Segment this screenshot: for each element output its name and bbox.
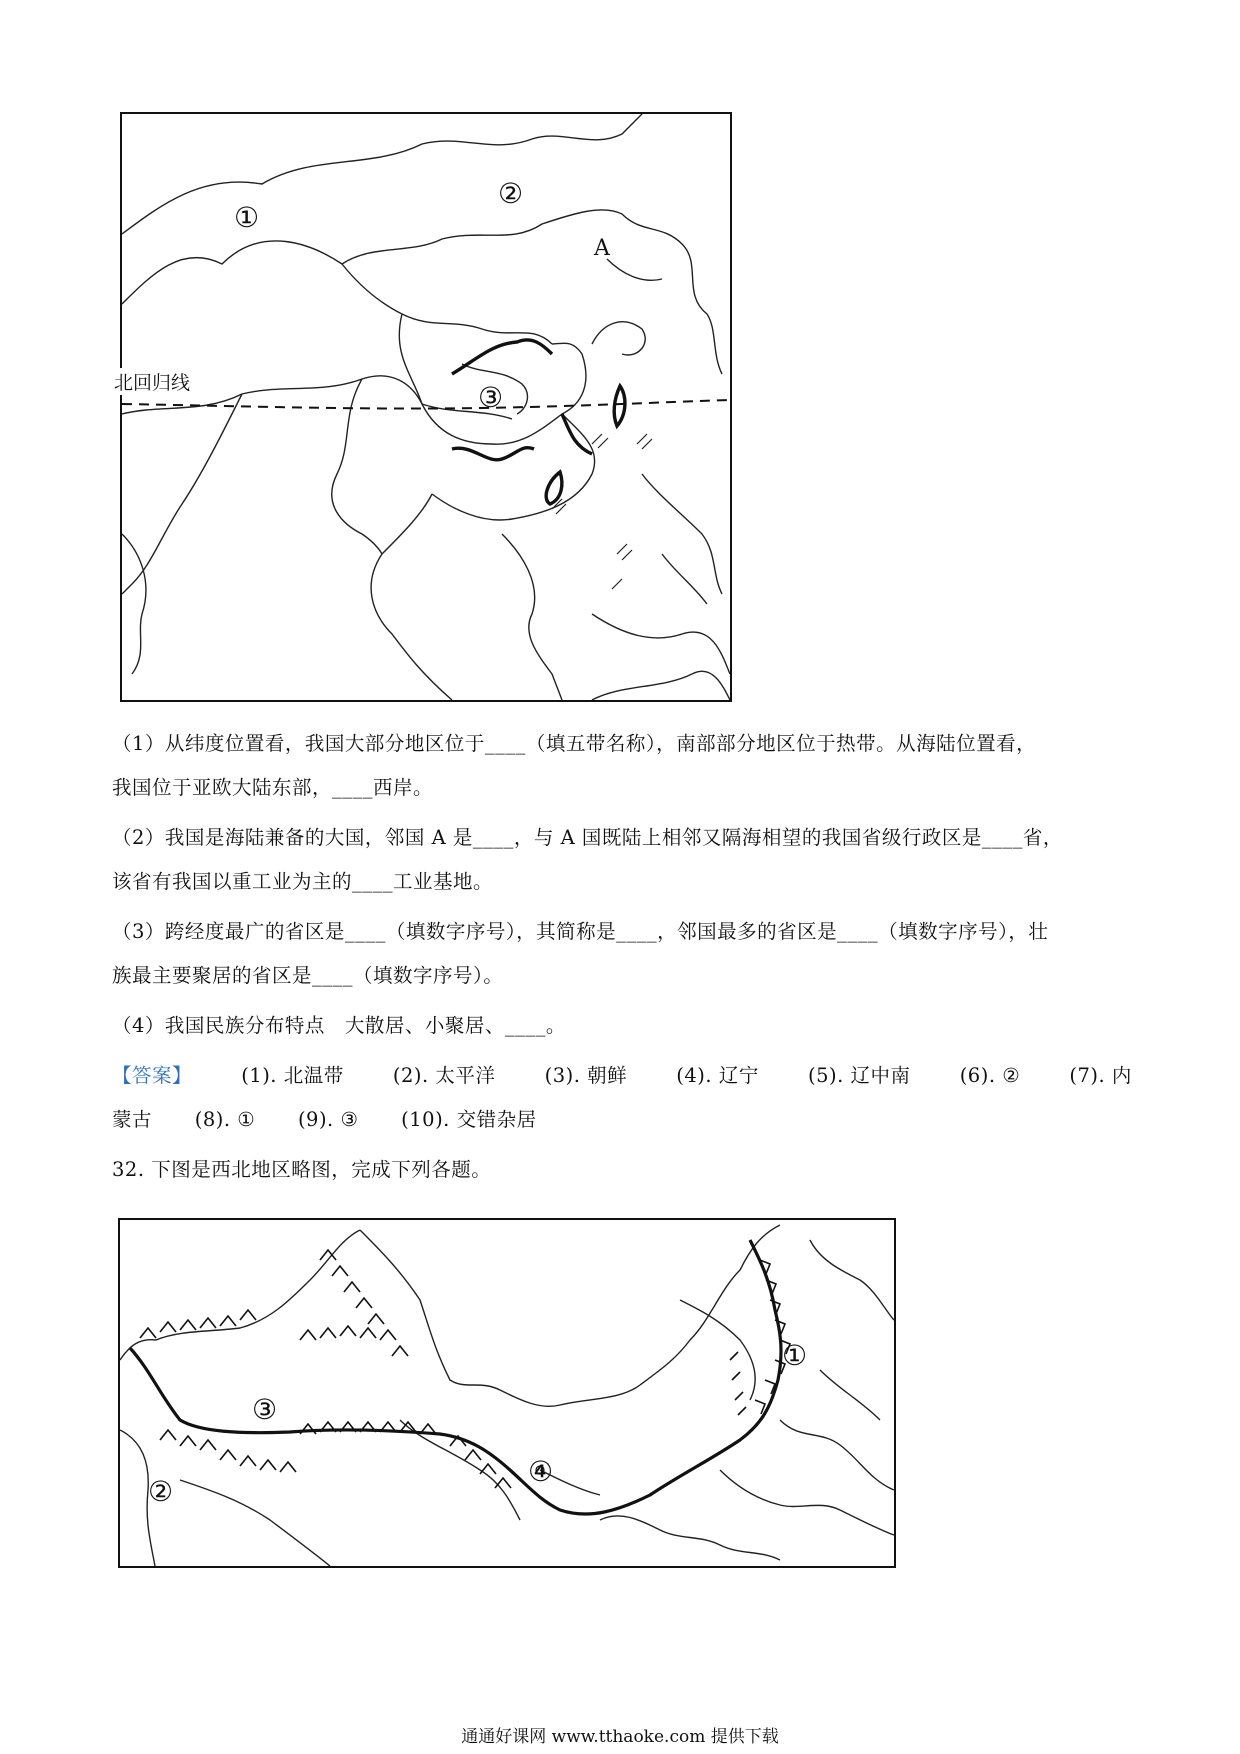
question-3-line-2: 族最主要聚居的省区是____（填数字序号）。	[112, 964, 504, 987]
answer-item-1: (1). 北温带	[241, 1064, 344, 1087]
china-map-figure	[114, 112, 732, 702]
map1-label-region-2: ②	[498, 177, 524, 210]
northwest-map-figure	[118, 1218, 896, 1568]
question-4-line-1: （4）我国民族分布特点 大散居、小聚居、____。	[112, 1014, 566, 1037]
answer-line-2	[112, 1098, 1132, 1142]
question-3	[112, 910, 1132, 998]
answer-item-7-cont: 蒙古	[112, 1108, 153, 1131]
answer-item-7: (7). 内	[1069, 1064, 1132, 1087]
question-2-line-1: （2）我国是海陆兼备的大国，邻国 A 是____，与 A 国既陆上相邻又隔海相望的我国省级行政区是____省，	[112, 826, 1063, 849]
map1-label-tropic-of-cancer: 北回归线	[112, 368, 192, 395]
answer-item-9: (9). ③	[297, 1108, 359, 1131]
map2-label-region-1: ①	[782, 1339, 808, 1372]
answer-item-5: (5). 辽中南	[808, 1064, 911, 1087]
answer-item-4: (4). 辽宁	[676, 1064, 759, 1087]
question-3-line-1: （3）跨经度最广的省区是____（填数字序号），其简称是____，邻国最多的省区是____（填数字序号），壮	[112, 920, 1049, 943]
answer-label: 【答案】	[112, 1064, 193, 1087]
answer-line-1	[112, 1054, 1132, 1098]
answer-item-10: (10). 交错杂居	[401, 1108, 537, 1131]
map1-label-country-a: A	[594, 236, 610, 261]
answer-item-2: (2). 太平洋	[392, 1064, 496, 1087]
answer-item-8: (8). ①	[194, 1108, 256, 1131]
answer-block	[112, 1054, 1132, 1142]
answer-item-6: (6). ②	[959, 1064, 1021, 1087]
map1-label-region-3: ③	[478, 381, 504, 414]
question-1-line-1: （1）从纬度位置看，我国大部分地区位于____（填五带名称），南部部分地区位于热带。从海陆位置看，	[112, 732, 1037, 755]
question-1	[112, 722, 1132, 810]
answer-item-3: (3). 朝鲜	[544, 1064, 628, 1087]
question-2	[112, 816, 1132, 904]
northwest-map-drawing	[120, 1220, 894, 1566]
map2-label-region-3: ③	[252, 1393, 278, 1426]
question-32: 32. 下图是西北地区略图，完成下列各题。	[112, 1158, 492, 1181]
question-2-line-2: 该省有我国以重工业为主的____工业基地。	[112, 870, 494, 893]
question-1-line-2: 我国位于亚欧大陆东部，____西岸。	[112, 776, 434, 799]
page-footer: 通通好课网 www.tthaoke.com 提供下载	[461, 1727, 779, 1747]
map2-label-region-2: ②	[148, 1475, 174, 1508]
map2-label-region-4: ④	[528, 1455, 554, 1488]
china-map-drawing	[122, 114, 730, 700]
map1-label-region-1: ①	[234, 201, 260, 234]
question-4	[112, 1004, 1132, 1048]
